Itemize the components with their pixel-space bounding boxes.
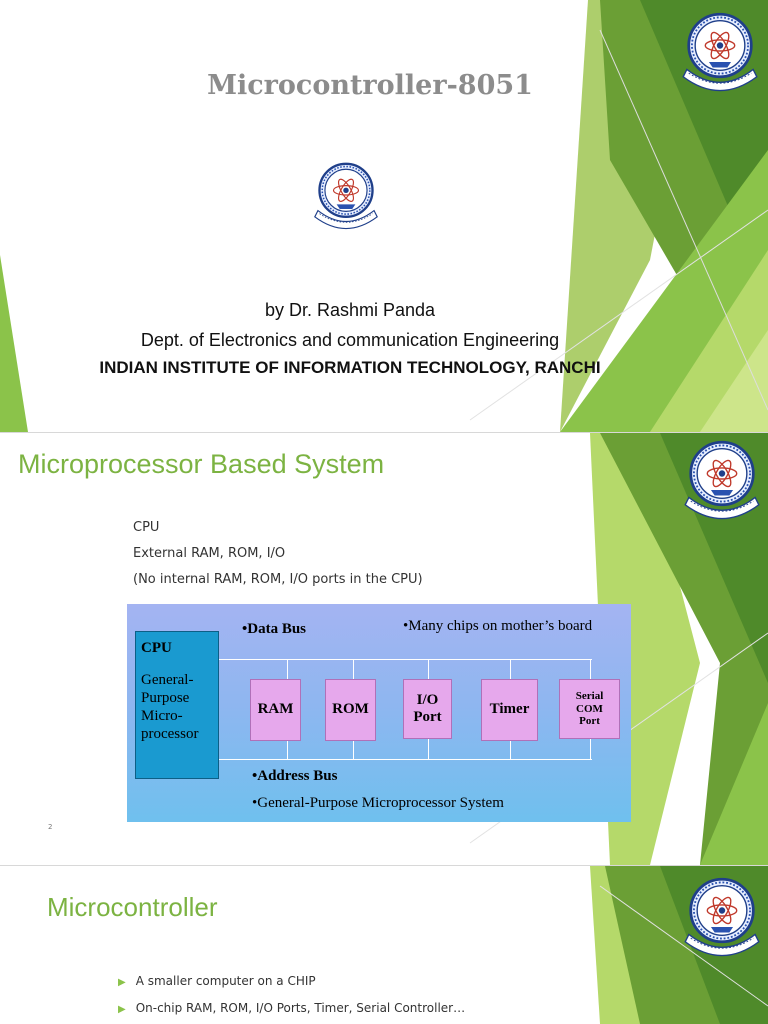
institute-emblem-icon	[676, 870, 768, 962]
slide-title: Microcontroller	[47, 892, 218, 922]
bullet-text: CPU	[133, 520, 160, 535]
slide-title: Microprocessor Based System	[18, 449, 385, 479]
timer-chip: Timer	[481, 679, 538, 741]
cpu-desc-line: Micro-	[141, 708, 183, 724]
rom-chip: ROM	[325, 679, 376, 741]
data-bus-line	[217, 659, 592, 660]
bullet-text: A smaller computer on a CHIP	[135, 974, 316, 988]
diagram-caption: •General-Purpose Microprocessor System	[252, 795, 504, 811]
data-bus-label: •Data Bus	[242, 621, 307, 637]
io-port-chip: I/O Port	[403, 679, 452, 739]
bullet-text: (No internal RAM, ROM, I/O ports in the CPU)	[133, 572, 423, 587]
cpu-desc-line: processor	[141, 726, 199, 742]
cpu-desc-line: General-	[141, 672, 194, 688]
serial-com-port-chip: Serial COM Port	[559, 679, 620, 739]
address-bus-line	[217, 759, 592, 760]
many-chips-label: •Many chips on mother’s board	[403, 618, 593, 634]
list-item	[118, 1001, 465, 1015]
page-title: Microcontroller-8051	[207, 70, 533, 101]
page-number: 2	[48, 823, 53, 831]
list-item	[118, 974, 316, 988]
bullet-text: On-chip RAM, ROM, I/O Ports, Timer, Serial Controller…	[135, 1001, 466, 1015]
institute-line: INDIAN INSTITUTE OF INFORMATION TECHNOLOGY, RANCHI	[99, 358, 601, 377]
address-bus-label: •Address Bus	[252, 768, 338, 784]
triangle-arrow-icon: ▶	[118, 977, 126, 988]
microcontroller-slide	[0, 866, 768, 1024]
microprocessor-slide	[0, 433, 768, 865]
department-line: Dept. of Electronics and communication Engineering	[140, 330, 560, 350]
bullet-text: External RAM, ROM, I/O	[133, 546, 286, 561]
author-line: by Dr. Rashmi Panda	[264, 300, 436, 320]
institute-emblem-icon	[676, 433, 768, 525]
cpu-box	[135, 631, 219, 779]
cpu-label: CPU	[141, 640, 172, 656]
title-slide	[0, 0, 768, 432]
triangle-arrow-icon: ▶	[118, 1004, 126, 1015]
cpu-desc-line: Purpose	[141, 690, 190, 706]
institute-emblem-icon	[296, 156, 396, 234]
system-diagram	[127, 604, 631, 822]
ram-chip: RAM	[250, 679, 301, 741]
